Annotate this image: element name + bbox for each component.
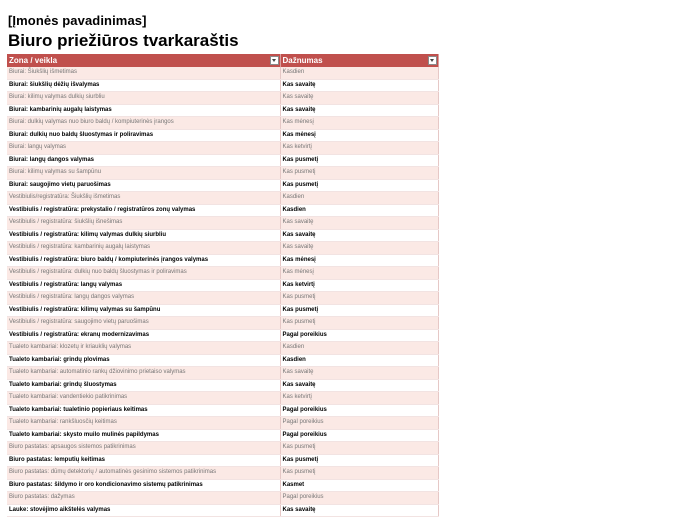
cell-frequency[interactable]: Kas savaitę <box>280 367 438 380</box>
cell-area[interactable]: Vestibiulis / registratūra: ekranų modernizavimas <box>7 329 280 342</box>
cell-frequency[interactable]: Kas savaitę <box>280 229 438 242</box>
cell-frequency[interactable]: Kas mėnesį <box>280 267 438 280</box>
table-row <box>7 92 438 105</box>
cell-frequency[interactable]: Kas ketvirtį <box>280 392 438 405</box>
table-row <box>7 404 438 417</box>
cell-frequency[interactable]: Kasdien <box>280 204 438 217</box>
cell-area[interactable]: Biuro pastatas: šildymo ir oro kondicionavimo sistemų patikrinimas <box>7 479 280 492</box>
cell-area[interactable]: Tualeto kambariai: grindų plovimas <box>7 354 280 367</box>
table-row <box>7 279 438 292</box>
cell-area[interactable]: Tualeto kambariai: skysto muilo mulinės papildymas <box>7 429 280 442</box>
table-row <box>7 179 438 192</box>
cell-area[interactable]: Biurai: langų valymas <box>7 142 280 155</box>
table-row <box>7 79 438 92</box>
cell-area[interactable]: Biurai: šiukšlių dėžių išvalymas <box>7 79 280 92</box>
table-row <box>7 67 438 79</box>
cell-area[interactable]: Tualeto kambariai: vandentiekio patikrinimas <box>7 392 280 405</box>
cell-frequency[interactable]: Pagal poreikius <box>280 492 438 505</box>
cell-area[interactable]: Biuro pastatas: dažymas <box>7 492 280 505</box>
cell-area[interactable]: Biurai: dulkių nuo baldų šluostymas ir poliravimas <box>7 129 280 142</box>
cell-area[interactable]: Tualeto kambariai: klozetų ir kriauklių valymas <box>7 342 280 355</box>
table-row <box>7 204 438 217</box>
filter-dropdown-icon[interactable] <box>428 56 437 65</box>
cell-area[interactable]: Biuro pastatas: apsaugos sistemos patikrinimas <box>7 442 280 455</box>
table-row <box>7 342 438 355</box>
table-row <box>7 392 438 405</box>
cell-area[interactable]: Biurai: kilimų valymas su šampūnu <box>7 167 280 180</box>
cell-frequency[interactable]: Kas pusmetį <box>280 167 438 180</box>
cell-frequency[interactable]: Kas pusmetį <box>280 154 438 167</box>
cell-frequency[interactable]: Kas savaitę <box>280 504 438 517</box>
cell-frequency[interactable]: Kas pusmetį <box>280 292 438 305</box>
page-title: Biuro priežiūros tvarkaraštis <box>8 31 239 50</box>
table-row <box>7 354 438 367</box>
table-row <box>7 217 438 230</box>
table-row <box>7 267 438 280</box>
cell-area[interactable]: Biurai: kilimų valymas dulkių siurbliu <box>7 92 280 105</box>
cell-frequency[interactable]: Kas pusmetį <box>280 442 438 455</box>
cell-frequency[interactable]: Kas savaitę <box>280 379 438 392</box>
table-row <box>7 492 438 505</box>
cell-area[interactable]: Biurai: Šiukšlių išmetimas <box>7 67 280 79</box>
cell-frequency[interactable]: Pagal poreikius <box>280 404 438 417</box>
cell-frequency[interactable]: Kas pusmetį <box>280 179 438 192</box>
cell-frequency[interactable]: Kas mėnesį <box>280 129 438 142</box>
cell-frequency[interactable]: Pagal poreikius <box>280 417 438 430</box>
cell-area[interactable]: Biurai: kambarinių augalų laistymas <box>7 104 280 117</box>
table-row <box>7 154 438 167</box>
cell-frequency[interactable]: Kasdien <box>280 192 438 205</box>
cell-frequency[interactable]: Kas savaitę <box>280 217 438 230</box>
cell-area[interactable]: Tualeto kambariai: automatinio rankų džiovinimo prietaiso valymas <box>7 367 280 380</box>
table-row <box>7 254 438 267</box>
cell-area[interactable]: Biurai: langų dangos valymas <box>7 154 280 167</box>
cell-frequency[interactable]: Kas savaitę <box>280 242 438 255</box>
cell-area[interactable]: Vestibiulis / registratūra: dulkių nuo baldų šluostymas ir poliravimas <box>7 267 280 280</box>
table-row <box>7 429 438 442</box>
table-row <box>7 104 438 117</box>
table-row <box>7 367 438 380</box>
cell-area[interactable]: Biuro pastatas: dūmų detektorių / automatinės gesinimo sistemos patikrinimas <box>7 467 280 480</box>
cell-area[interactable]: Biurai: saugojimo vietų paruošimas <box>7 179 280 192</box>
cell-frequency[interactable]: Kas mėnesį <box>280 117 438 130</box>
cell-frequency[interactable]: Kasmet <box>280 479 438 492</box>
cell-frequency[interactable]: Kas ketvirtį <box>280 279 438 292</box>
table-row <box>7 417 438 430</box>
cell-area[interactable]: Vestibiulis / registratūra: šiukšlių išnešimas <box>7 217 280 230</box>
company-name: [Įmonės pavadinimas] <box>8 13 147 28</box>
cell-area[interactable]: Vestibiulis/registratūra: Šiukšlių išmetimas <box>7 192 280 205</box>
column-header-area[interactable] <box>7 54 280 67</box>
cell-area[interactable]: Lauke: stovėjimo aikštelės valymas <box>7 504 280 517</box>
cell-area[interactable]: Vestibiulis / registratūra: prekystalio / registratūros zonų valymas <box>7 204 280 217</box>
cell-area[interactable]: Vestibiulis / registratūra: biuro baldų / kompiuterinės įrangos valymas <box>7 254 280 267</box>
table-row <box>7 467 438 480</box>
table-row <box>7 292 438 305</box>
column-header-area-label: Zona / veikla <box>9 56 58 65</box>
cell-frequency[interactable]: Kasdien <box>280 354 438 367</box>
cell-area[interactable]: Tualeto kambariai: tualetinio popieriaus keitimas <box>7 404 280 417</box>
cell-frequency[interactable]: Kas pusmetį <box>280 467 438 480</box>
filter-dropdown-icon[interactable] <box>270 56 279 65</box>
column-header-frequency-label: Dažnumas <box>282 56 323 65</box>
cell-area[interactable]: Biuro pastatas: lemputių keitimas <box>7 454 280 467</box>
table-row <box>7 479 438 492</box>
table-row <box>7 304 438 317</box>
cell-area[interactable]: Vestibiulis / registratūra: kilimų valymas su šampūnu <box>7 304 280 317</box>
table-row <box>7 317 438 330</box>
column-header-frequency[interactable] <box>280 54 438 67</box>
cell-area[interactable]: Vestibiulis / registratūra: kambarinių augalų laistymas <box>7 242 280 255</box>
cell-area[interactable]: Tualeto kambariai: rankšluosčių keitimas <box>7 417 280 430</box>
cell-frequency[interactable]: Kas pusmetį <box>280 454 438 467</box>
cell-frequency[interactable]: Kas pusmetį <box>280 304 438 317</box>
cell-frequency[interactable]: Kas pusmetį <box>280 317 438 330</box>
table-row <box>7 379 438 392</box>
table-row <box>7 142 438 155</box>
cell-area[interactable]: Vestibiulis / registratūra: langų dangos valymas <box>7 292 280 305</box>
table-row <box>7 504 438 517</box>
cell-area[interactable]: Vestibiulis / registratūra: langų valymas <box>7 279 280 292</box>
table-row <box>7 329 438 342</box>
cell-frequency[interactable]: Kas mėnesį <box>280 254 438 267</box>
table-row <box>7 192 438 205</box>
table-header-row <box>7 54 438 67</box>
schedule-table <box>7 54 439 517</box>
cell-area[interactable]: Tualeto kambariai: grindų šluostymas <box>7 379 280 392</box>
table-row <box>7 442 438 455</box>
cell-frequency[interactable]: Kasdien <box>280 67 438 79</box>
cell-frequency[interactable]: Kas savaitę <box>280 92 438 105</box>
cell-frequency[interactable]: Kas savaitę <box>280 104 438 117</box>
table-row <box>7 117 438 130</box>
table-row <box>7 242 438 255</box>
table-row <box>7 454 438 467</box>
cell-area[interactable]: Vestibiulis / registratūra: saugojimo vietų paruošimas <box>7 317 280 330</box>
cell-frequency[interactable]: Kasdien <box>280 342 438 355</box>
cell-area[interactable]: Biurai: dulkių valymas nuo biuro baldų / kompiuterinės įrangos <box>7 117 280 130</box>
cell-frequency[interactable]: Kas savaitę <box>280 79 438 92</box>
table-row <box>7 167 438 180</box>
cell-frequency[interactable]: Pagal poreikius <box>280 329 438 342</box>
table-row <box>7 229 438 242</box>
cell-frequency[interactable]: Kas ketvirtį <box>280 142 438 155</box>
cell-area[interactable]: Vestibiulis / registratūra: kilimų valymas dulkių siurbliu <box>7 229 280 242</box>
table-row <box>7 129 438 142</box>
cell-frequency[interactable]: Pagal poreikius <box>280 429 438 442</box>
